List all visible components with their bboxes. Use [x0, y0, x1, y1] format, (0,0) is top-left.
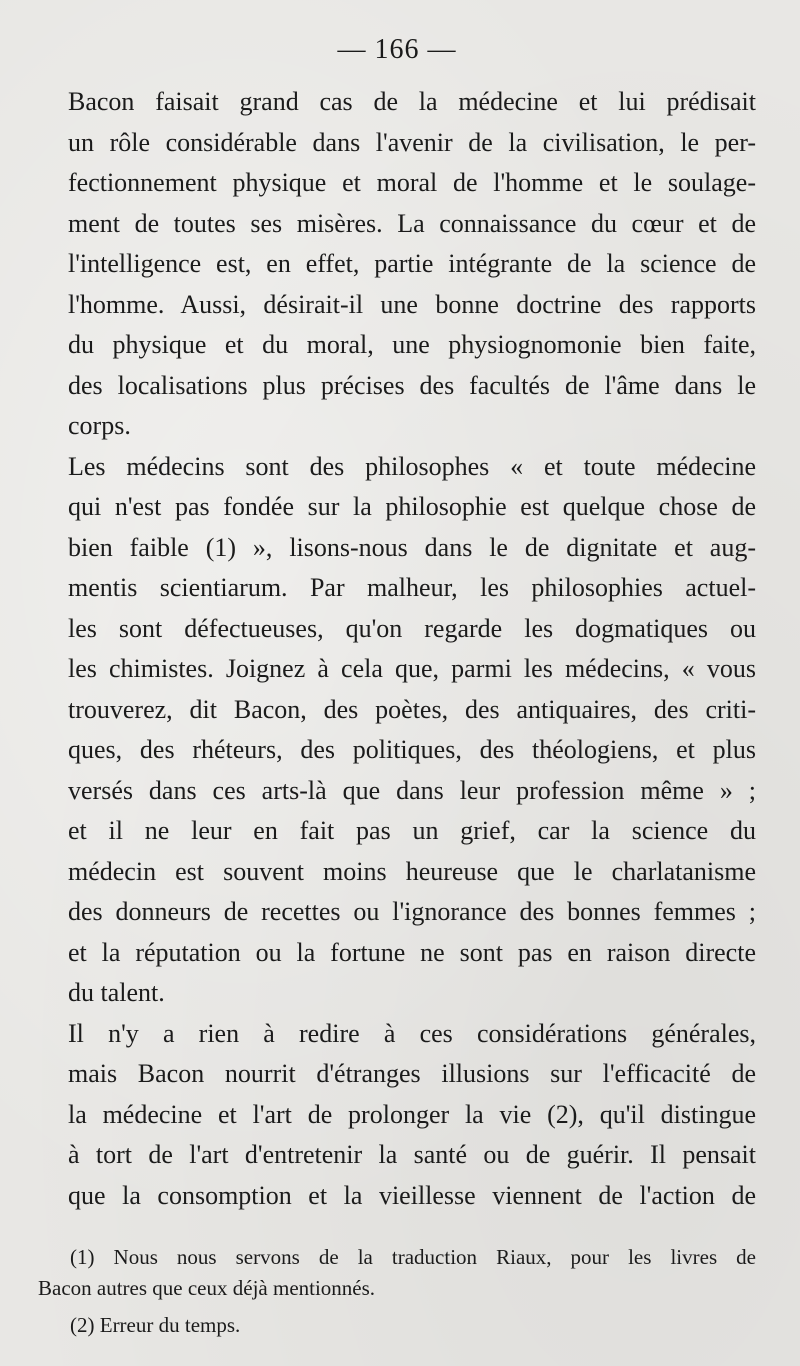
text-line: Les médecins sont des philosophes « et toute médecine	[68, 451, 756, 481]
text-line: Il n'y a rien à redire à ces considérations générales,	[68, 1018, 756, 1048]
footnote-line: (2) Erreur du temps.	[70, 1313, 241, 1337]
paragraph-2	[38, 447, 756, 1014]
text-line: bien faible (1) », lisons-nous dans le de dignitate et aug-	[68, 532, 756, 562]
text-line: des donneurs de recettes ou l'ignorance des bonnes femmes ;	[68, 897, 756, 926]
text-line: des localisations plus précises des facultés de l'âme dans le	[68, 370, 756, 400]
text-line: trouverez, dit Bacon, des poètes, des antiquaires, des criti-	[68, 694, 756, 724]
text-line: Bacon faisait grand cas de la médecine et lui prédisait	[68, 87, 756, 116]
footnotes	[38, 1242, 756, 1341]
text-line: la médecine et l'art de prolonger la vie (2), qu'il distingue	[68, 1099, 756, 1129]
footnote-line: (1) Nous nous servons de la traduction Riaux, pour les livres de	[70, 1245, 756, 1269]
text-line: l'homme. Aussi, désirait-il une bonne doctrine des rapports	[68, 289, 756, 319]
text-line: mais Bacon nourrit d'étranges illusions sur l'efficacité de	[68, 1059, 756, 1088]
text-line: ques, des rhéteurs, des politiques, des théologiens, et plus	[68, 735, 756, 764]
paragraph-1	[38, 82, 756, 447]
paragraph-3	[38, 1014, 756, 1217]
text-line: qui n'est pas fondée sur la philosophie est quelque chose de	[68, 492, 756, 521]
footnote-line: Bacon autres que ceux déjà mentionnés.	[38, 1276, 376, 1300]
text-line: l'intelligence est, en effet, partie intégrante de la science de	[68, 249, 756, 278]
text-line: les sont défectueuses, qu'on regarde les dogmatiques ou	[68, 613, 756, 643]
text-line: versés dans ces arts-là que dans leur profession même » ;	[68, 775, 756, 805]
text-line: ment de toutes ses misères. La connaissance du cœur et de	[68, 208, 756, 238]
text-line: corps.	[68, 411, 131, 440]
text-line: à tort de l'art d'entretenir la santé ou de guérir. Il pensait	[68, 1140, 756, 1169]
page-number: — 166 —	[337, 34, 457, 65]
text-line: médecin est souvent moins heureuse que le charlatanisme	[68, 856, 756, 886]
text-line: que la consomption et la vieillesse viennent de l'action de	[68, 1180, 756, 1210]
text-line: un rôle considérable dans l'avenir de la civilisation, le per-	[68, 127, 756, 157]
text-line: du talent.	[68, 978, 165, 1007]
text-line: fectionnement physique et moral de l'homme et le soulage-	[68, 168, 756, 197]
text-line: et il ne leur en fait pas un grief, car la science du	[68, 816, 756, 845]
footnote-2	[38, 1310, 756, 1341]
footnote-1	[38, 1242, 756, 1304]
text-line: du physique et du moral, une physiognomonie bien faite,	[68, 330, 756, 359]
body-text	[38, 82, 756, 1216]
text-line: mentis scientiarum. Par malheur, les philosophies actuel-	[68, 573, 756, 602]
text-line: et la réputation ou la fortune ne sont pas en raison directe	[68, 937, 756, 967]
text-line: les chimistes. Joignez à cela que, parmi les médecins, « vous	[68, 654, 756, 683]
